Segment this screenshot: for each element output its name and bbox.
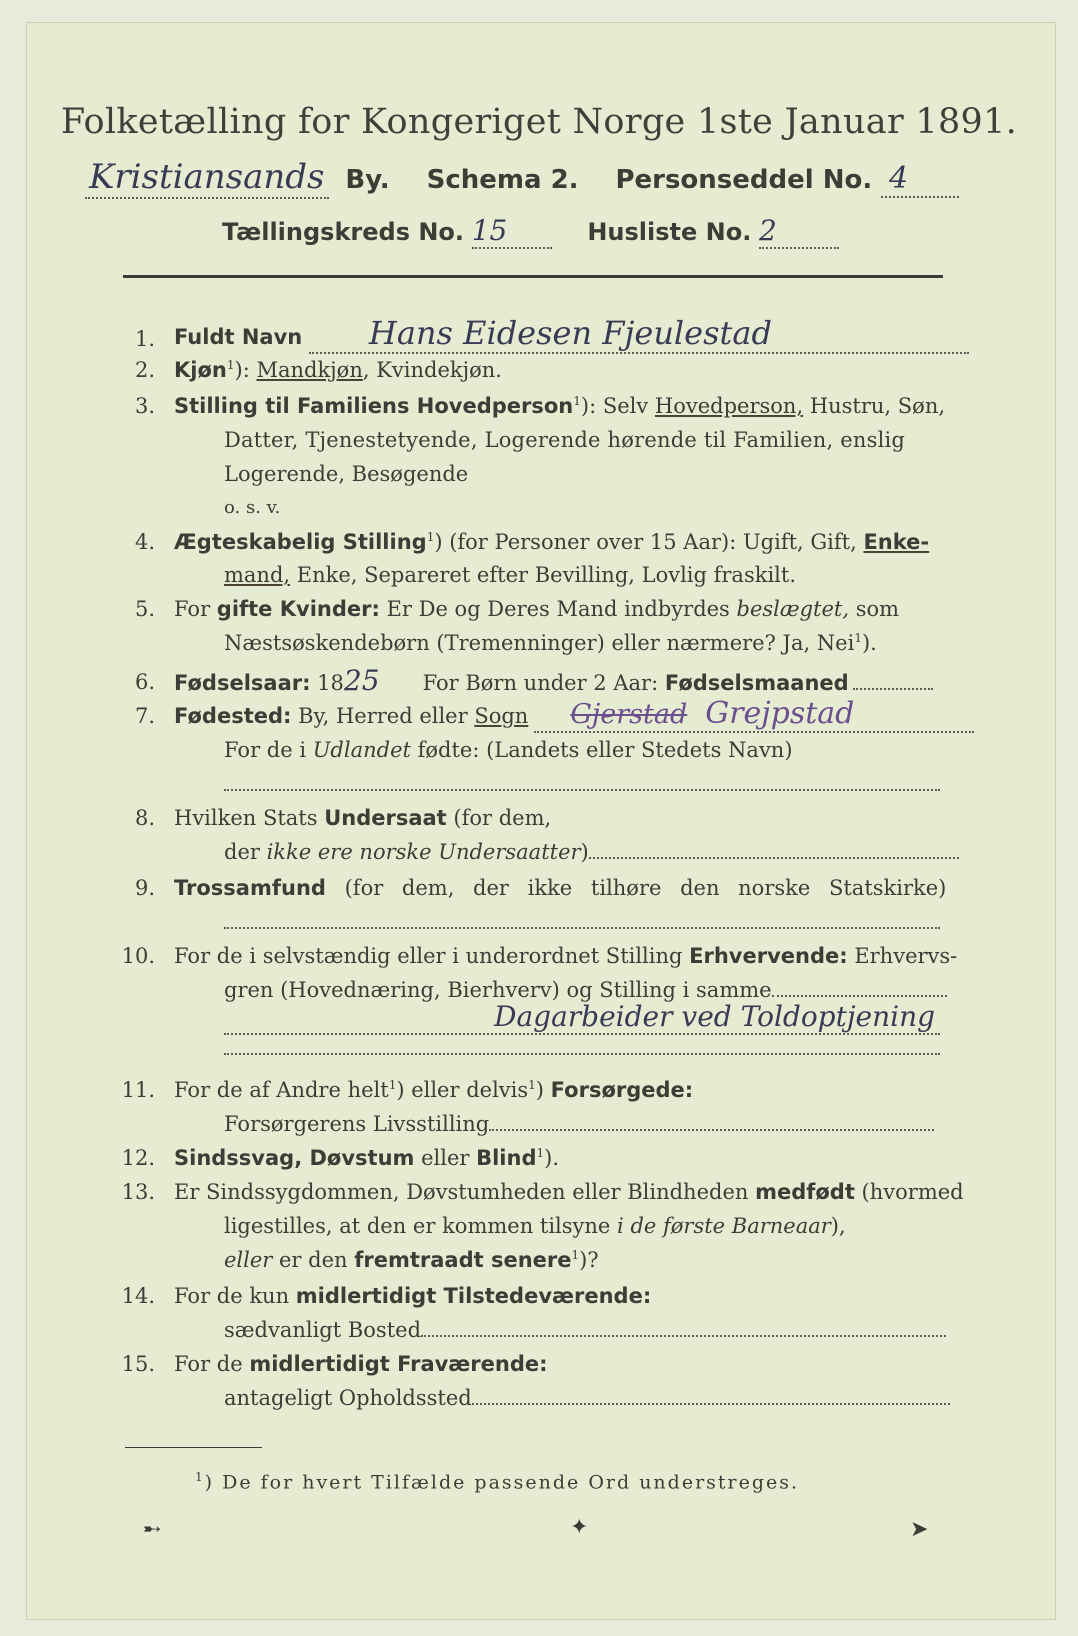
foreign-birthplace-field — [224, 789, 940, 791]
item-15-line — [174, 1352, 548, 1376]
item-7-option-sogn: Sogn — [474, 704, 529, 728]
item-13-line-3-b: )? — [579, 1248, 599, 1272]
item-3-line-2: Datter, Tjenestetyende, Logerende hørende til Familien, enslig — [224, 428, 906, 452]
item-10-line-4 — [224, 1036, 940, 1060]
item-14-number: 14. — [121, 1284, 155, 1308]
stay-field — [472, 1403, 950, 1405]
item-13-number: 13. — [121, 1180, 155, 1204]
registration-mark-right: ➤ — [910, 1517, 929, 1542]
full-name-field: Hans Eidesen Fjeulestad — [309, 314, 969, 354]
item-5-number: 5. — [134, 597, 155, 621]
citizenship-field — [589, 857, 959, 859]
birth-year-prefix: 18 — [310, 671, 344, 695]
item-14-line-2-text: sædvanligt Bosted — [224, 1318, 422, 1342]
footnote-ref: 1 — [426, 530, 435, 544]
form-title: Folketælling for Kongeriget Norge 1ste Januar 1891. — [60, 102, 1018, 142]
item-8-text: (for dem, — [446, 806, 552, 830]
item-9-line — [174, 876, 946, 900]
item-8-line — [174, 806, 551, 830]
birth-year-field: 25 — [343, 664, 380, 697]
item-13-pre: Er Sindssygdommen, Døvstumheden eller Blindheden — [174, 1180, 756, 1204]
item-12-label-2: Blind — [476, 1146, 537, 1170]
item-9-line-2 — [224, 910, 940, 934]
item-11-pre: For de af Andre helt — [174, 1078, 389, 1102]
item-3-text-b: Hustru, Søn, — [803, 394, 946, 418]
item-11-line — [174, 1078, 693, 1102]
item-13-line — [174, 1180, 964, 1204]
item-8-line-2-b: ) — [580, 840, 589, 864]
item-1-number: 1. — [134, 327, 155, 351]
item-14-line — [174, 1284, 651, 1308]
item-2-option-mandkjon: Mandkjøn — [256, 358, 363, 382]
item-2-label: Kjøn — [174, 358, 227, 382]
item-7-label: Fødested: — [174, 704, 292, 728]
item-13-line-3-italic: eller — [224, 1248, 273, 1272]
item-5-text: Er De og Deres Mand indbyrdes — [379, 597, 737, 621]
footnote-marker: 1 — [195, 1470, 205, 1484]
item-5-line — [174, 597, 899, 621]
item-11-line-2-text: Forsørgerens Livsstilling — [224, 1112, 490, 1136]
personseddel-number: 4 — [881, 161, 959, 198]
item-4-option-enkemand: Enke- — [863, 530, 930, 554]
item-5-line-2-end: ). — [861, 631, 877, 655]
provider-field — [489, 1129, 934, 1131]
item-14-label: midlertidigt Tilstedeværende: — [295, 1284, 652, 1308]
header-line-1 — [85, 157, 959, 199]
schema-label: Schema 2. — [426, 165, 579, 195]
footnote-rule — [125, 1447, 262, 1448]
item-7-line — [174, 696, 974, 733]
item-8-label: Undersaat — [324, 806, 447, 830]
item-3-line-3: Logerende, Besøgende — [224, 462, 469, 486]
birthplace-field — [534, 696, 974, 733]
item-8-line-2-italic: ikke ere norske Undersaatter — [266, 840, 581, 864]
item-6-label-2: Fødselsmaaned — [664, 671, 849, 695]
footnote-ref: 1 — [571, 1248, 580, 1262]
item-9-number: 9. — [134, 876, 155, 900]
item-8-pre: Hvilken Stats — [174, 806, 325, 830]
kreds-label: Tællingskreds No. — [222, 218, 465, 246]
item-12-end: ). — [544, 1146, 559, 1170]
item-4-line — [174, 530, 929, 554]
header-line-2 — [222, 214, 839, 249]
registration-mark-center: ✦ — [570, 1515, 589, 1540]
item-3-number: 3. — [134, 394, 155, 418]
item-4-line-2 — [224, 563, 796, 587]
item-13-line-3 — [224, 1248, 599, 1272]
birthplace-struck: Gjerstad — [570, 699, 688, 730]
item-13-line-2-a: ligestilles, at den er kommen tilsyne — [224, 1214, 618, 1238]
occupation-field — [224, 1000, 940, 1035]
footnote-ref: 1 — [573, 394, 581, 408]
item-1-line — [174, 314, 969, 354]
item-13-line-2 — [224, 1214, 846, 1238]
item-10-line-2-text: gren (Hovednæring, Bierhverv) og Stilling i samme — [224, 978, 772, 1002]
footnote-ref: 1 — [854, 631, 862, 645]
item-6-number: 6. — [134, 670, 155, 694]
item-4-option-enkemand-cont: mand, — [224, 563, 291, 587]
item-4-number: 4. — [134, 530, 155, 554]
residence-field — [421, 1335, 946, 1337]
footnote-text: ) De for hvert Tilfælde passende Ord understreges. — [204, 1471, 800, 1494]
item-13-line-3-a: er den — [272, 1248, 355, 1272]
item-3-option-hovedperson: Hovedperson, — [654, 394, 804, 418]
item-12-mid: eller — [414, 1146, 477, 1170]
item-4-text-b: Enke, Separeret efter Bevilling, Lovlig fraskilt. — [290, 563, 797, 587]
item-15-pre: For de — [174, 1352, 250, 1376]
birthplace-value: Grejpstad — [705, 696, 855, 731]
item-2-text-b: , Kvindekjøn. — [362, 358, 502, 382]
item-7-line-2 — [224, 738, 793, 762]
item-7-line-2-italic: Udlandet — [312, 738, 411, 762]
religion-field — [224, 927, 940, 929]
item-5-italic: beslægtet, — [736, 597, 850, 621]
item-15-number: 15. — [121, 1352, 155, 1376]
item-7-text: By, Herred eller — [291, 704, 475, 728]
item-2-number: 2. — [134, 358, 155, 382]
item-11-number: 11. — [121, 1078, 155, 1102]
item-4-text: ) (for Personer over 15 Aar): Ugift, Gift, — [434, 530, 864, 554]
item-5-pre: For — [174, 597, 217, 621]
item-10-pre: For de i selvstændig eller i underordnet Stilling — [174, 944, 690, 968]
item-5-text-b: som — [849, 597, 900, 621]
item-11-label: Forsørgede: — [550, 1078, 694, 1102]
item-2-line — [174, 358, 502, 382]
item-12-label: Sindssvag, Døvstum — [174, 1146, 415, 1170]
item-12-number: 12. — [121, 1146, 155, 1170]
item-7-line-2-a: For de i — [224, 738, 313, 762]
item-14-line-2 — [224, 1318, 946, 1342]
item-3-line — [174, 394, 945, 418]
item-10-line-3 — [224, 1000, 940, 1035]
item-13-line-3-label: fremtraadt senere — [354, 1248, 572, 1272]
item-10-label: Erhvervende: — [689, 944, 848, 968]
item-11-line-2 — [224, 1112, 934, 1136]
item-6-line — [174, 664, 933, 697]
occupation-value: Dagarbeider ved Toldoptjening — [494, 1000, 936, 1033]
item-13-label: medfødt — [755, 1180, 855, 1204]
item-15-label: midlertidigt Fraværende: — [249, 1352, 548, 1376]
item-11-mid: ) eller delvis — [396, 1078, 529, 1102]
item-3-text: ): Selv — [580, 394, 655, 418]
husliste-number: 2 — [759, 214, 839, 249]
footnote — [195, 1470, 799, 1493]
item-8-number: 8. — [134, 806, 155, 830]
footnote-ref: 1 — [226, 358, 235, 372]
footnote-ref: 1 — [536, 1146, 545, 1160]
item-6-label: Fødselsaar: — [174, 671, 311, 695]
item-10-line-2 — [224, 978, 947, 1002]
by-label: By. — [345, 165, 390, 195]
item-3-line-4: o. s. v. — [224, 497, 281, 518]
kreds-number: 15 — [472, 214, 552, 249]
item-4-label: Ægteskabelig Stilling — [174, 530, 427, 554]
personseddel-label: Personseddel No. — [615, 165, 873, 195]
item-10-number: 10. — [121, 944, 155, 968]
item-13-line-2-b: ), — [830, 1214, 846, 1238]
item-9-label: Trossamfund — [174, 876, 326, 900]
item-5-label: gifte Kvinder: — [216, 597, 380, 621]
item-14-pre: For de kun — [174, 1284, 296, 1308]
footnote-ref: 1 — [388, 1078, 397, 1092]
item-5-line-2-text: Næstsøskendebørn (Tremenninger) eller nærmere? Ja, Nei — [224, 631, 855, 655]
item-10-text: Erhvervs- — [847, 944, 958, 968]
occupation-leader — [772, 995, 947, 997]
occupation-field-2 — [224, 1053, 940, 1055]
item-7-line-2-b: fødte: (Landets eller Stedets Navn) — [410, 738, 793, 762]
item-3-label: Stilling til Familiens Hovedperson — [174, 394, 574, 418]
husliste-label: Husliste No. — [587, 218, 752, 246]
item-15-line-2-text: antageligt Opholdssted — [224, 1386, 472, 1410]
item-12-line — [174, 1146, 559, 1170]
item-5-line-2 — [224, 631, 877, 655]
item-7-number: 7. — [134, 704, 155, 728]
registration-mark-left: ➸ — [143, 1517, 162, 1542]
item-13-line-2-italic: i de første Barneaar — [617, 1214, 831, 1238]
item-10-line — [174, 944, 957, 968]
header-rule — [123, 275, 943, 278]
item-2-text: ): — [234, 358, 257, 382]
item-9-text: (for dem, der ikke tilhøre den norske Statskirke) — [325, 876, 947, 900]
item-7-line-3 — [224, 772, 940, 796]
item-15-line-2 — [224, 1386, 950, 1410]
item-8-line-2 — [224, 840, 959, 864]
item-6-text: For Børn under 2 Aar: — [415, 671, 665, 695]
birth-month-field — [853, 688, 933, 690]
item-8-line-2-a: der — [224, 840, 267, 864]
item-13-text: (hvormed — [854, 1180, 964, 1204]
item-1-label: Fuldt Navn — [174, 325, 303, 349]
item-11-end: ) — [535, 1078, 551, 1102]
city-field: Kristiansands — [85, 157, 329, 199]
footnote-ref: 1 — [528, 1078, 536, 1092]
